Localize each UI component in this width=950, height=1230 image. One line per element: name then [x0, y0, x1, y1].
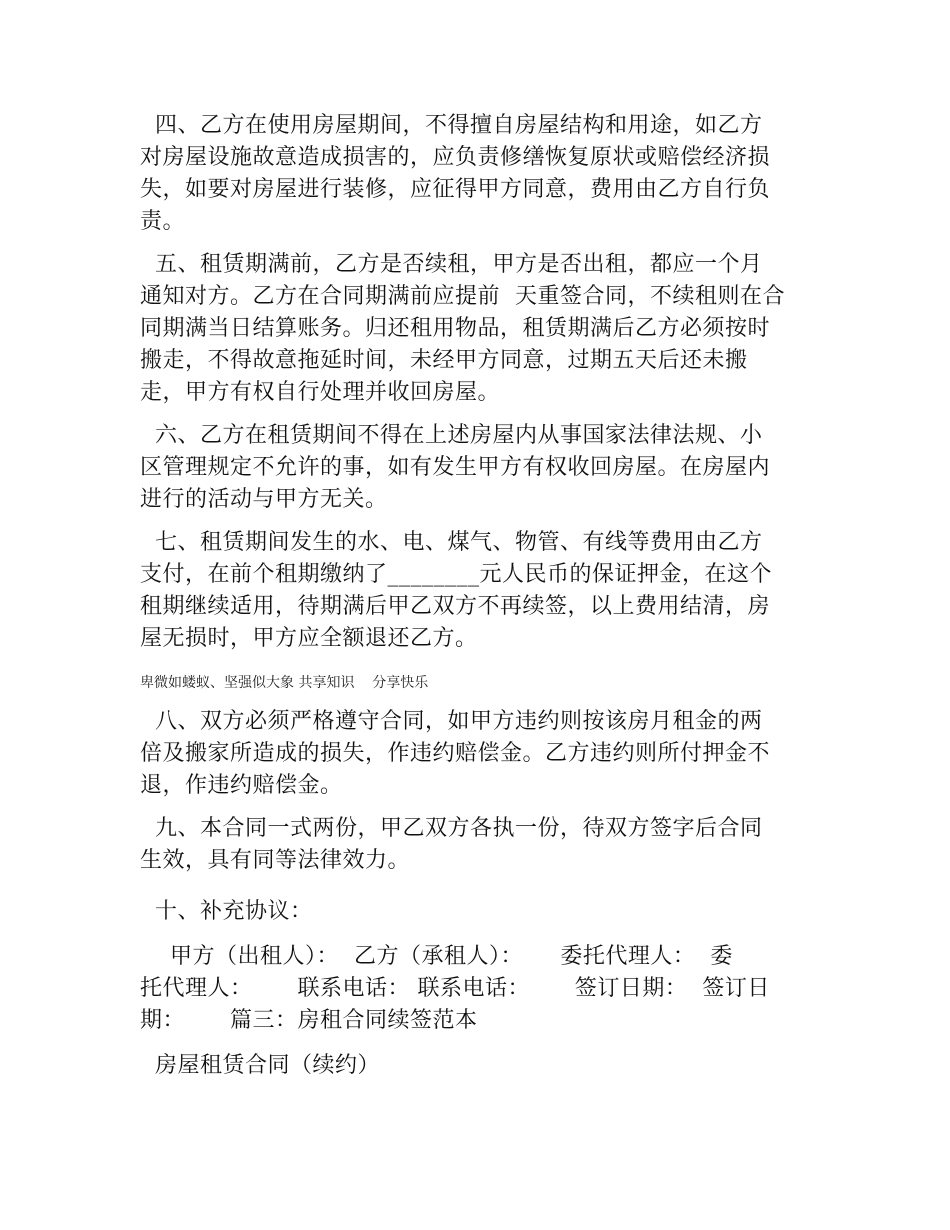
section8-line-3: 退，作违约赔偿金。: [140, 773, 343, 798]
signature-line-2: 托代理人： 联系电话： 联系电话： 签订日期： 签订日: [140, 976, 770, 1001]
next-contract-title: 房屋租赁合同（续约）: [140, 1053, 380, 1078]
section4-line-1: 四、乙方在使用房屋期间，不得擅自房屋结构和用途，如乙方: [140, 113, 763, 138]
section7-line-2: 支付，在前个租期缴纳了________元人民币的保证押金，在这个: [140, 562, 773, 587]
section10-line-1: 十、补充协议：: [140, 899, 313, 924]
section4-line-4: 责。: [140, 209, 186, 234]
watermark-note: 卑微如蝼蚁、坚强似大象 共享知识 分享快乐: [140, 675, 429, 691]
section5-line-5: 走，甲方有权自行处理并收回房屋。: [140, 380, 501, 405]
section8-line-1: 八、双方必须严格遵守合同，如甲方违约则按该房月租金的两: [140, 709, 763, 734]
section4-line-2: 对房屋设施故意造成损害的，应负责修缮恢复原状或赔偿经济损: [140, 145, 771, 170]
section5-line-1: 五、租赁期满前，乙方是否续租，甲方是否出租，都应一个月: [140, 252, 763, 277]
signature-line-1: 甲方（出租人）： 乙方（承租人）： 委托代理人： 委: [140, 944, 733, 969]
section9-line-2: 生效，具有同等法律效力。: [140, 848, 411, 873]
section6-line-3: 进行的活动与甲方无关。: [140, 487, 388, 512]
section4-line-3: 失，如要对房屋进行装修，应征得甲方同意，费用由乙方自行负: [140, 177, 771, 202]
signature-line-3: 期： 篇三：房租合同续签范本: [140, 1008, 478, 1033]
section9-line-1: 九、本合同一式两份，甲乙双方各执一份，待双方签字后合同: [140, 816, 763, 841]
section5-line-2: 通知对方。乙方在合同期满前应提前 天重签合同，不续租则在合: [140, 284, 785, 309]
section7-line-4: 屋无损时，甲方应全额退还乙方。: [140, 626, 478, 651]
section6-line-1: 六、乙方在租赁期间不得在上述房屋内从事国家法律法规、小: [140, 423, 763, 448]
section6-line-2: 区管理规定不允许的事，如有发生甲方有权收回房屋。在房屋内: [140, 455, 771, 480]
section5-line-3: 同期满当日结算账务。归还租用物品，租赁期满后乙方必须按时: [140, 316, 771, 341]
section7-line-1: 七、租赁期间发生的水、电、煤气、物管、有线等费用由乙方: [140, 530, 763, 555]
section8-line-2: 倍及搬家所造成的损失，作违约赔偿金。乙方违约则所付押金不: [140, 741, 771, 766]
section7-line-3: 租期继续适用，待期满后甲乙双方不再续签，以上费用结清，房: [140, 594, 771, 619]
section5-line-4: 搬走，不得故意拖延时间，未经甲方同意，过期五天后还未搬: [140, 348, 748, 373]
